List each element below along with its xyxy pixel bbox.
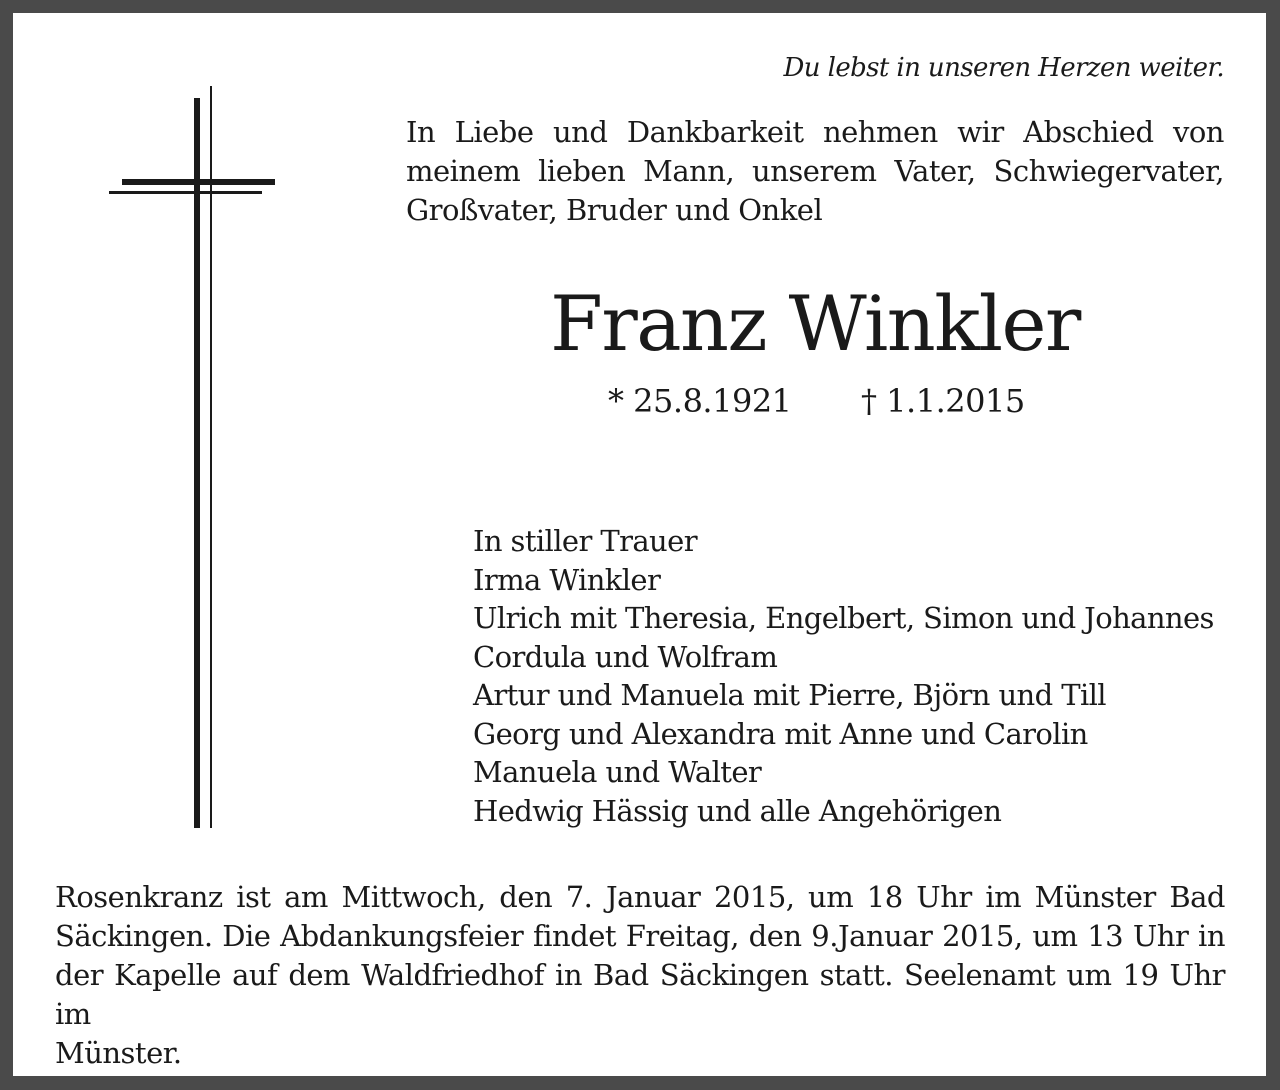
farewell-line: In Liebe und Dankbarkeit nehmen wir Abschied von (406, 115, 1224, 149)
mourner-line: Hedwig Hässig und alle Angehörigen (473, 793, 1002, 828)
mourner-line: Manuela und Walter (473, 755, 762, 789)
mourner-line: Artur und Manuela mit Pierre, Björn und Till (473, 678, 1106, 712)
motto: Du lebst in unseren Herzen weiter. (783, 53, 1224, 83)
notice-line: Säckingen. Die Abdankungsfeier findet Freitag, den 9.Januar 2015, um 13 Uhr in (55, 919, 1225, 953)
farewell-text (406, 113, 1224, 230)
farewell-line: Großvater, Bruder und Onkel (406, 193, 823, 227)
mourner-line: Georg und Alexandra mit Anne und Carolin (473, 716, 1088, 751)
service-notice (55, 878, 1225, 1073)
mourner-line: Cordula und Wolfram (473, 639, 778, 674)
notice-line: Münster. (55, 1036, 182, 1070)
obituary-card (13, 13, 1266, 1076)
death-date: † 1.1.2015 (861, 382, 1025, 420)
notice-line: der Kapelle auf dem Waldfriedhof in Bad Säckingen statt. Seelenamt um 19 Uhr im (55, 958, 1225, 1031)
farewell-line: meinem lieben Mann, unserem Vater, Schwiegervater, (406, 154, 1224, 188)
notice-line: Rosenkranz ist am Mittwoch, den 7. Januar 2015, um 18 Uhr im Münster Bad (55, 880, 1225, 914)
mourner-line: In stiller Trauer (473, 524, 697, 558)
mourners-list (473, 522, 1214, 830)
deceased-name: Franz Winkler (550, 279, 1080, 368)
mourner-line: Irma Winkler (473, 562, 661, 597)
mourner-line: Ulrich mit Theresia, Engelbert, Simon und Johannes (473, 601, 1214, 635)
birth-date: * 25.8.1921 (608, 382, 792, 420)
